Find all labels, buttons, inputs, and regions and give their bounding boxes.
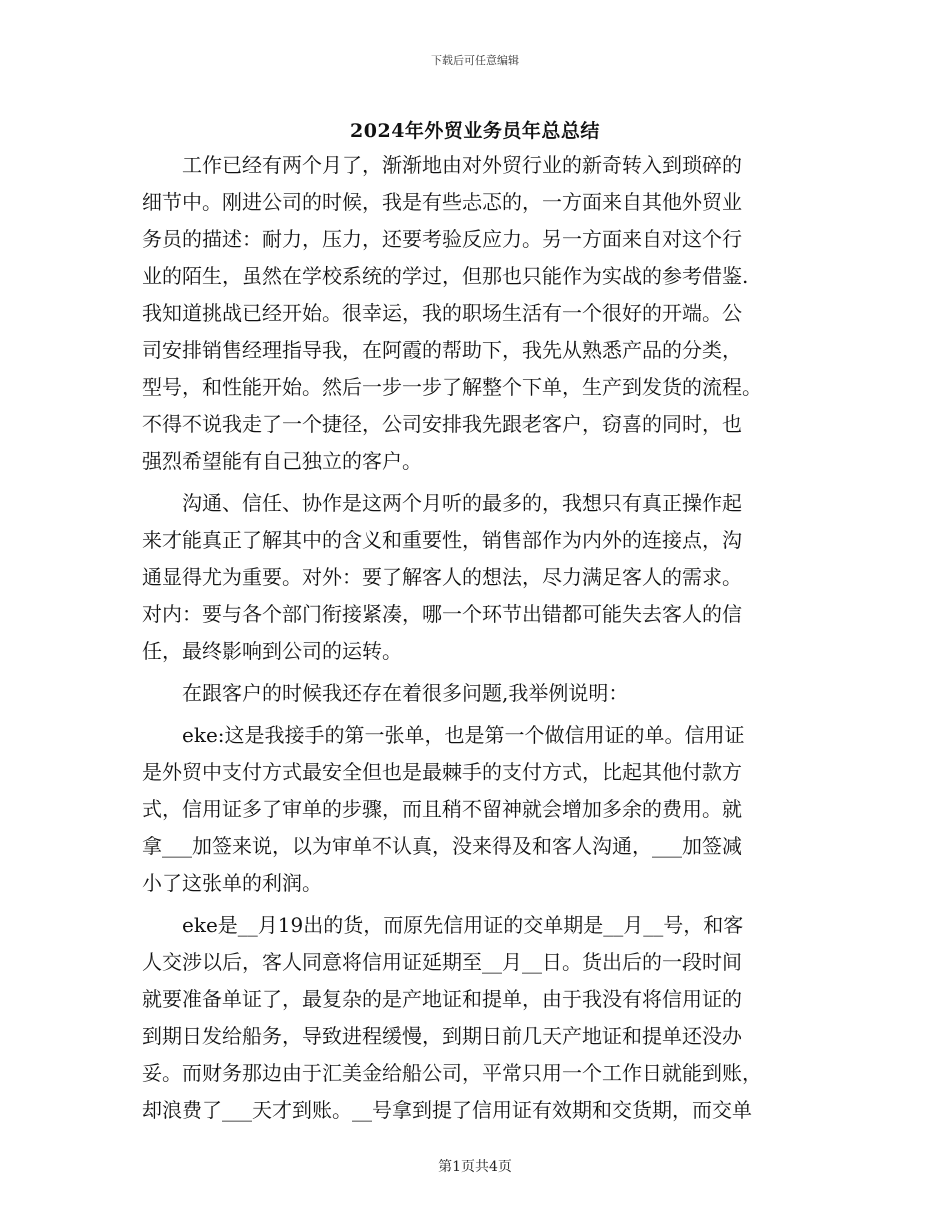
- text-line: 不得不说我走了一个捷径，公司安排我先跟老客户，窃喜的同时，也: [142, 412, 742, 436]
- paragraph: [142, 907, 808, 1129]
- paragraph: [142, 147, 808, 480]
- text-line: 业的陌生，虽然在学校系统的学过，但那也只能作为实战的参考借鉴.: [142, 264, 749, 288]
- document-title: 2024年外贸业务员年总总结: [350, 120, 600, 142]
- text-line: 强烈希望能有自己独立的客户。: [142, 449, 422, 473]
- paragraph: [142, 717, 808, 902]
- paragraph: [142, 675, 808, 712]
- text-line: 到期日发给船务，导致进程缓慢，到期日前几天产地证和提单还没办: [142, 1024, 742, 1048]
- header-note: 下载后可任意编辑: [431, 54, 519, 67]
- text-line: 拿___加签来说，以为审单不认真，没来得及和客人沟通，___加签减: [142, 834, 742, 858]
- text-line: 司安排销售经理指导我，在阿霞的帮助下，我先从熟悉产品的分类，: [142, 338, 742, 362]
- text-line: 我知道挑战已经开始。很幸运，我的职场生活有一个很好的开端。公: [142, 301, 742, 325]
- text-line: 小了这张单的利润。: [142, 871, 322, 895]
- text-line: eke:这是我接手的第一张单，也是第一个做信用证的单。信用证: [142, 723, 745, 747]
- text-line: 务员的描述：耐力，压力，还要考验反应力。另一方面来自对这个行: [142, 227, 742, 251]
- paragraph: [142, 485, 808, 670]
- text-line: 对内：要与各个部门衔接紧凑，哪一个环节出错都可能失去客人的信: [142, 602, 742, 626]
- text-line: 式，信用证多了审单的步骤，而且稍不留神就会增加多余的费用。就: [142, 797, 742, 821]
- text-line: 是外贸中支付方式最安全但也是最棘手的支付方式，比起其他付款方: [142, 760, 742, 784]
- text-line: 任，最终影响到公司的运转。: [142, 639, 402, 663]
- page-footer: 第1页共4页: [438, 1159, 512, 1175]
- text-line: 人交涉以后，客人同意将信用证延期至__月__日。货出后的一段时间: [142, 950, 742, 974]
- text-line: 工作已经有两个月了，渐渐地由对外贸行业的新奇转入到琐碎的: [142, 153, 742, 177]
- document-body: [142, 147, 808, 1129]
- text-line: 在跟客户的时候我还存在着很多问题,我举例说明：: [142, 681, 629, 705]
- text-line: eke是__月19出的货，而原先信用证的交单期是__月__号，和客: [142, 913, 744, 937]
- text-line: 通显得尤为重要。对外：要了解客人的想法，尽力满足客人的需求。: [142, 565, 742, 589]
- text-line: 来才能真正了解其中的含义和重要性，销售部作为内外的连接点，沟: [142, 528, 742, 552]
- text-line: 沟通、信任、协作是这两个月听的最多的，我想只有真正操作起: [142, 491, 742, 515]
- text-line: 妥。而财务那边由于汇美金给船公司，平常只用一个工作日就能到账，: [142, 1061, 762, 1085]
- text-line: 却浪费了___天才到账。__号拿到提了信用证有效期和交货期，而交单: [142, 1098, 752, 1122]
- text-line: 型号，和性能开始。然后一步一步了解整个下单，生产到发货的流程。: [142, 375, 762, 399]
- text-line: 细节中。刚进公司的时候，我是有些忐忑的，一方面来自其他外贸业: [142, 190, 742, 214]
- text-line: 就要准备单证了，最复杂的是产地证和提单，由于我没有将信用证的: [142, 987, 742, 1011]
